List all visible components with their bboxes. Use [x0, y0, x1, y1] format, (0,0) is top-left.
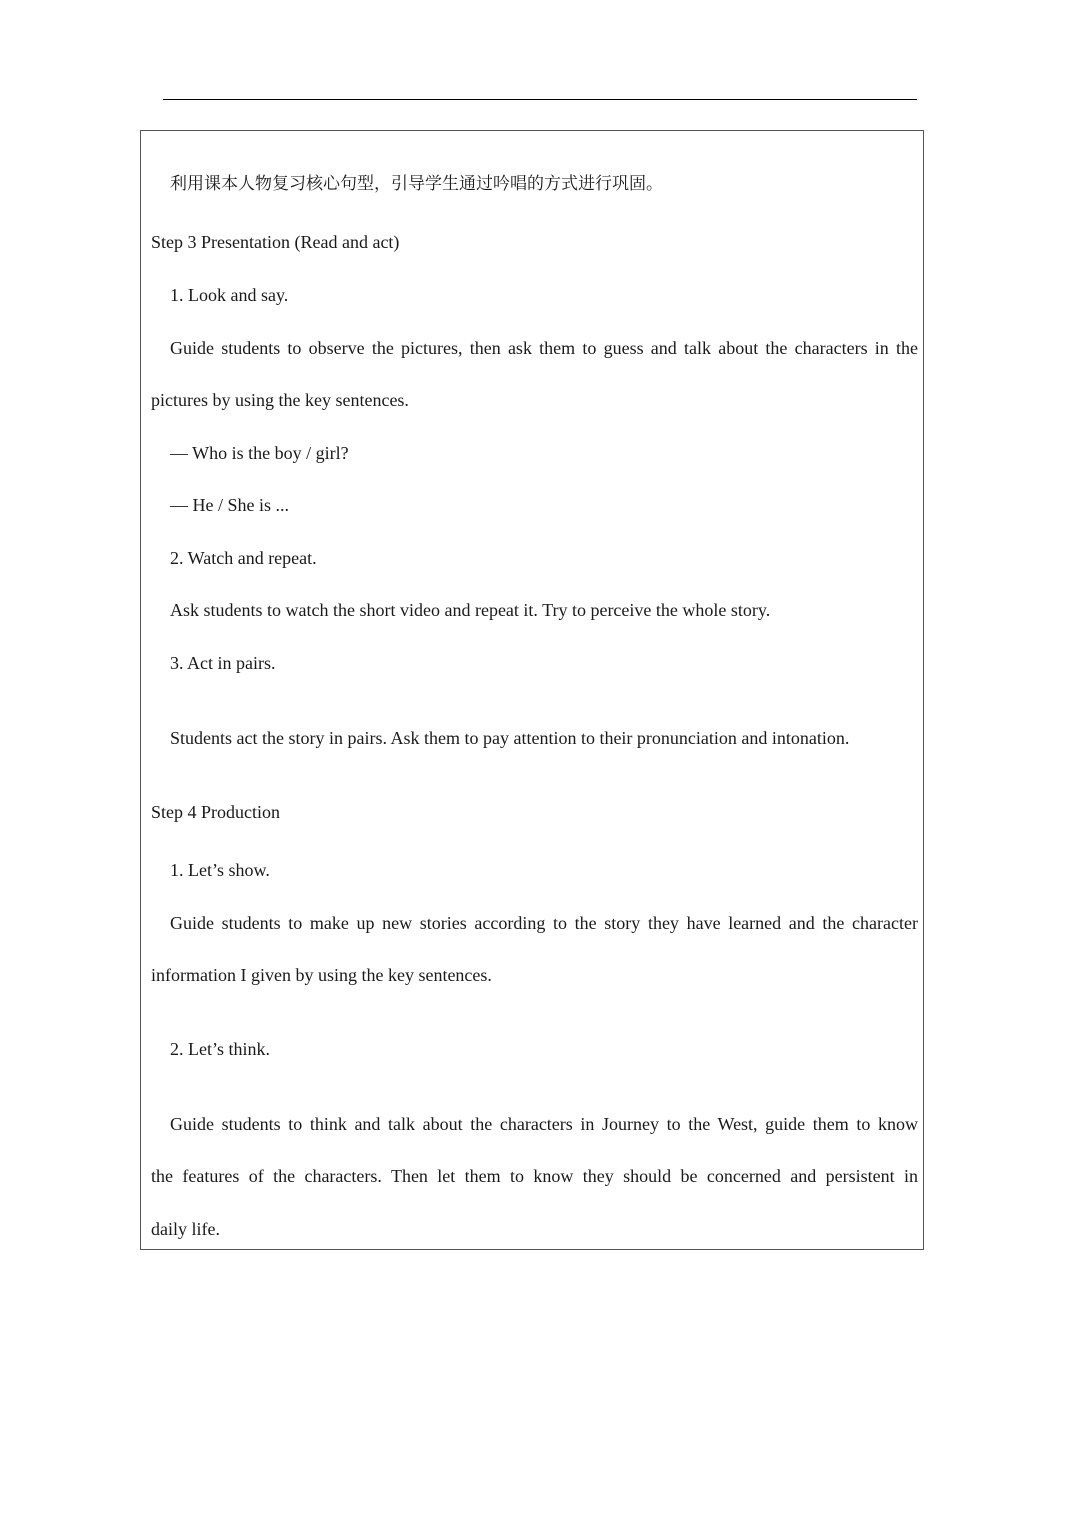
- dialogue-question: — Who is the boy / girl?: [170, 443, 349, 463]
- watch-and-repeat-heading: 2. Watch and repeat.: [170, 548, 317, 568]
- watch-and-repeat-text: Ask students to watch the short video and repeat it. Try to perceive the whole story.: [170, 600, 771, 620]
- look-and-say-text-line1: Guide students to observe the pictures, then ask them to guess and talk about the characters in the: [170, 338, 918, 358]
- look-and-say-heading: 1. Look and say.: [170, 285, 289, 305]
- step4-heading: Step 4 Production: [151, 802, 280, 822]
- lets-think-text-line2: the features of the characters. Then let them to know they should be concerned and persistent in: [151, 1166, 918, 1186]
- lets-think-heading: 2. Let’s think.: [170, 1039, 270, 1059]
- act-in-pairs-text: Students act the story in pairs. Ask them to pay attention to their pronunciation and intonation.: [170, 728, 850, 748]
- lets-think-text-line1: Guide students to think and talk about the characters in Journey to the West, guide them to know: [170, 1114, 918, 1134]
- look-and-say-text-line2: pictures by using the key sentences.: [151, 390, 409, 410]
- dialogue-answer: — He / She is ...: [170, 495, 289, 515]
- lets-think-text-line3: daily life.: [151, 1219, 220, 1239]
- lets-show-text-line2: information I given by using the key sentences.: [151, 965, 492, 985]
- lesson-plan-box: [140, 130, 924, 1250]
- header-rule: [163, 99, 917, 100]
- chant-review-paragraph: 利用课本人物复习核心句型，引导学生通过吟唱的方式进行巩固。: [170, 174, 663, 194]
- step3-heading: Step 3 Presentation (Read and act): [151, 232, 400, 252]
- lets-show-heading: 1. Let’s show.: [170, 860, 270, 880]
- lets-show-text-line1: Guide students to make up new stories according to the story they have learned and the character: [170, 913, 918, 933]
- act-in-pairs-heading: 3. Act in pairs.: [170, 653, 276, 673]
